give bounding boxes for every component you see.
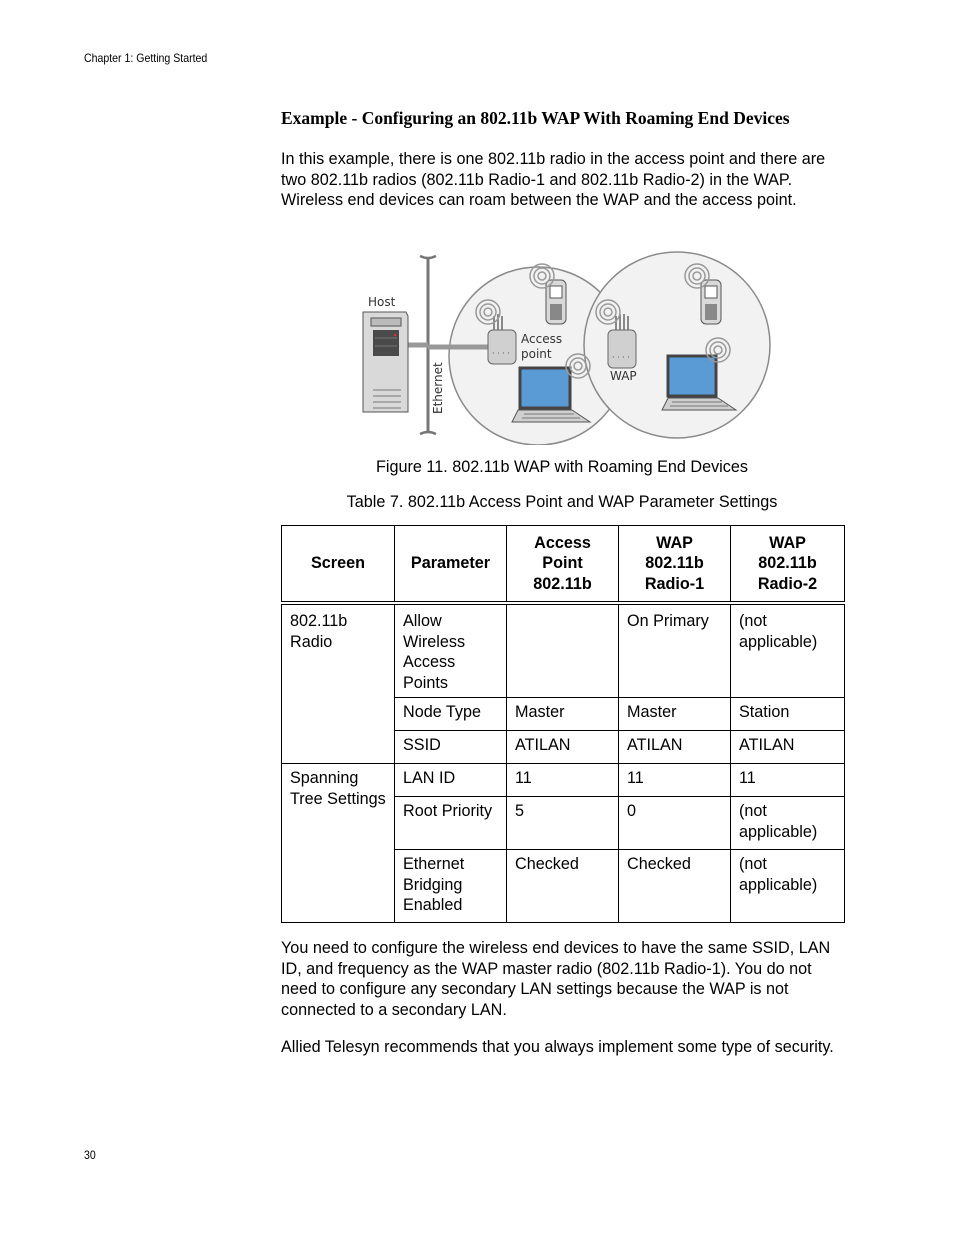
access-point-cell: 11 [507, 764, 619, 797]
ethernet-label: Ethernet [431, 362, 445, 414]
access-point-cell: Master [507, 698, 619, 731]
parameter-cell: LAN ID [395, 764, 507, 797]
radio2-cell: Station [731, 698, 845, 731]
svg-text:· · · ·: · · · · [612, 353, 630, 362]
header-wap-radio-2: WAP 802.11b Radio-2 [731, 526, 845, 604]
header-parameter: Parameter [395, 526, 507, 604]
security-paragraph: Allied Telesyn recommends that you always implement some type of security. [281, 1038, 834, 1056]
access-point-cell [507, 603, 619, 698]
parameter-cell: Node Type [395, 698, 507, 731]
parameter-cell: Allow Wireless Access Points [395, 603, 507, 698]
table-row [282, 603, 845, 698]
network-diagram [358, 250, 778, 445]
intro-paragraph: In this example, there is one 802.11b radio in the access point and there are two 802.11b radios (802.11b Radio-1 and 802.11b Radio-2) in the WAP. Wireless end devices can roam between the WAP and the access point. [281, 150, 826, 209]
header-wap-radio-1: WAP 802.11b Radio-1 [619, 526, 731, 604]
parameter-settings-table [281, 525, 845, 923]
radio1-cell: Master [619, 698, 731, 731]
radio1-cell: ATILAN [619, 731, 731, 764]
screen-cell: 802.11b Radio [282, 603, 395, 764]
access-point-label-line2: point [521, 347, 552, 361]
parameter-cell: Ethernet Bridging Enabled [395, 850, 507, 923]
access-point-label-line1: Access [521, 332, 563, 346]
section-title: Example - Configuring an 802.11b WAP With Roaming End Devices [281, 108, 790, 128]
access-point-cell: 5 [507, 797, 619, 850]
header-screen: Screen [282, 526, 395, 604]
wap-label: WAP [610, 369, 637, 383]
config-paragraph: You need to configure the wireless end devices to have the same SSID, LAN ID, and frequency as the WAP master radio (802.11b Radio-1). You do not need to configure any secondary LAN settings because the WAP is not connected to a secondary LAN. [281, 939, 831, 1019]
running-head: Chapter 1: Getting Started [84, 51, 208, 65]
header-access-point: Access Point 802.11b [507, 526, 619, 604]
table-row [282, 764, 845, 797]
host-label: Host [368, 295, 396, 309]
access-point-cell: Checked [507, 850, 619, 923]
parameter-cell: SSID [395, 731, 507, 764]
table-caption: Table 7. 802.11b Access Point and WAP Parameter Settings [346, 493, 778, 511]
host-computer-icon [363, 312, 408, 412]
table-header-row [282, 526, 845, 604]
page-number: 30 [84, 1148, 96, 1162]
radio2-cell: 11 [731, 764, 845, 797]
radio1-cell: 0 [619, 797, 731, 850]
parameter-cell: Root Priority [395, 797, 507, 850]
svg-text:· · · ·: · · · · [492, 349, 510, 358]
radio1-cell: On Primary [619, 603, 731, 698]
radio2-cell: (not applicable) [731, 850, 845, 923]
radio2-cell: (not applicable) [731, 603, 845, 698]
figure-caption: Figure 11. 802.11b WAP with Roaming End Devices [376, 458, 748, 476]
radio1-cell: Checked [619, 850, 731, 923]
radio1-cell: 11 [619, 764, 731, 797]
screen-cell: Spanning Tree Settings [282, 764, 395, 923]
radio2-cell: (not applicable) [731, 797, 845, 850]
access-point-cell: ATILAN [507, 731, 619, 764]
radio2-cell: ATILAN [731, 731, 845, 764]
